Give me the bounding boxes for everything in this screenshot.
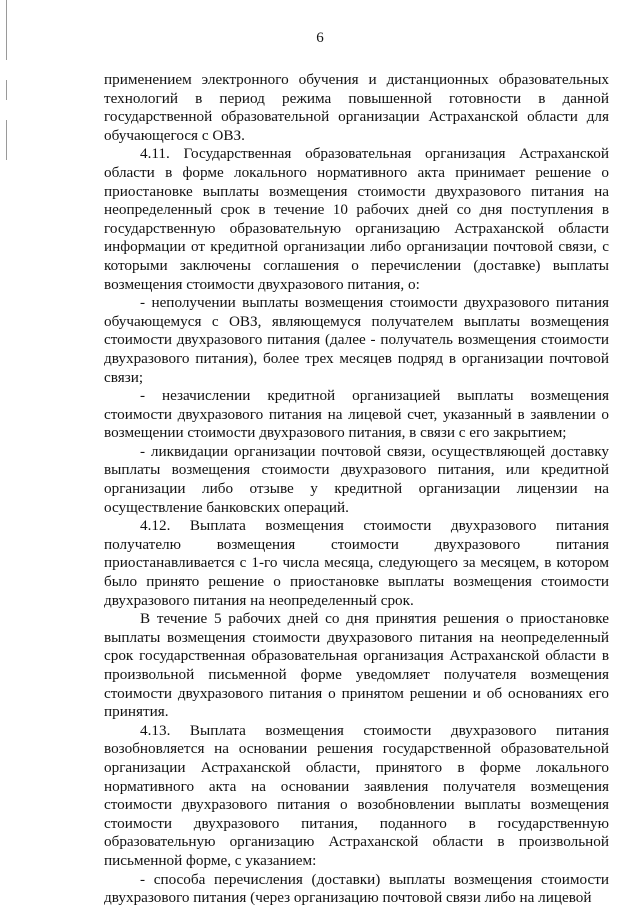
body-text bbox=[104, 71, 609, 908]
list-item-payment-method: - способа перечисления (доставки) выплаты возмещения стоимости двухразового питания (через организацию почтовой связи либо на лицевой bbox=[104, 870, 609, 907]
paragraph-4-12: 4.12. Выплата возмещения стоимости двухразового питания получателю возмещения стоимости двухразового питания приостанавливается с 1-го числа месяца, следующего за месяцем, в котором было принято решение о приостановке выплаты возмещения стоимости двухразового питания на неопределенный срок. bbox=[104, 517, 609, 609]
paragraph-notification: В течение 5 рабочих дней со дня принятия решения о приостановке выплаты возмещения стоимости двухразового питания на неопределенный срок государственная образовательная организация Астраханской области в произвольной письменной форме уведомляет получателя возмещения стоимости двухразового питания о принятом решении и об основаниях его принятия. bbox=[104, 610, 609, 721]
list-item-liquidation: - ликвидации организации почтовой связи, осуществляющей доставку выплаты возмещения стоимости двухразового питания, или кредитной организации либо отзыве у кредитной организации лицензии на осуществление банковских операций. bbox=[104, 442, 609, 516]
scan-edge-mark bbox=[6, 120, 7, 160]
paragraph-4-11: 4.11. Государственная образовательная организация Астраханской области в форме локального нормативного акта принимает решение о приостановке выплаты возмещения стоимости двухразового питания на неопределенный срок в течение 10 рабочих дней со дня поступления в государственную образовательную организацию Астраханской области информации от кредитной организации либо организации почтовой связи, с которыми заключены соглашения о перечислении (доставке) выплаты возмещения стоимости двухразового питания, о: bbox=[104, 145, 609, 293]
paragraph-4-13: 4.13. Выплата возмещения стоимости двухразового питания возобновляется на основании решения государственной образовательной организации Астраханской области, принятого в форме локального нормативного акта на основании заявления получателя возмещения стоимости двухразового питания о возобновлении выплаты возмещения стоимости двухразового питания, поданного в государственную образовательную организацию Астраханской области в произвольной письменной форме, с указанием: bbox=[104, 721, 609, 869]
paragraph-continuation: применением электронного обучения и дистанционных образовательных технологий в период режима повышенной готовности в данной государственной образовательной организации Астраханской области для обучающегося с ОВЗ. bbox=[104, 71, 609, 144]
scan-edge-mark bbox=[6, 80, 7, 100]
page-number: 6 bbox=[316, 30, 324, 46]
list-item-noncrediting: - незачислении кредитной организацией выплаты возмещения стоимости двухразового питания на лицевой счет, указанный в заявлении о возмещении стоимости двухразового питания, в связи с его закрытием; bbox=[104, 387, 609, 442]
list-item-nonreceipt: - неполучении выплаты возмещения стоимости двухразового питания обучающемуся с ОВЗ, являющемуся получателем выплаты возмещения стоимости двухразового питания (далее - получатель возмещения стоимости двухразового питания), более трех месяцев подряд в организации почтовой связи; bbox=[104, 294, 609, 386]
